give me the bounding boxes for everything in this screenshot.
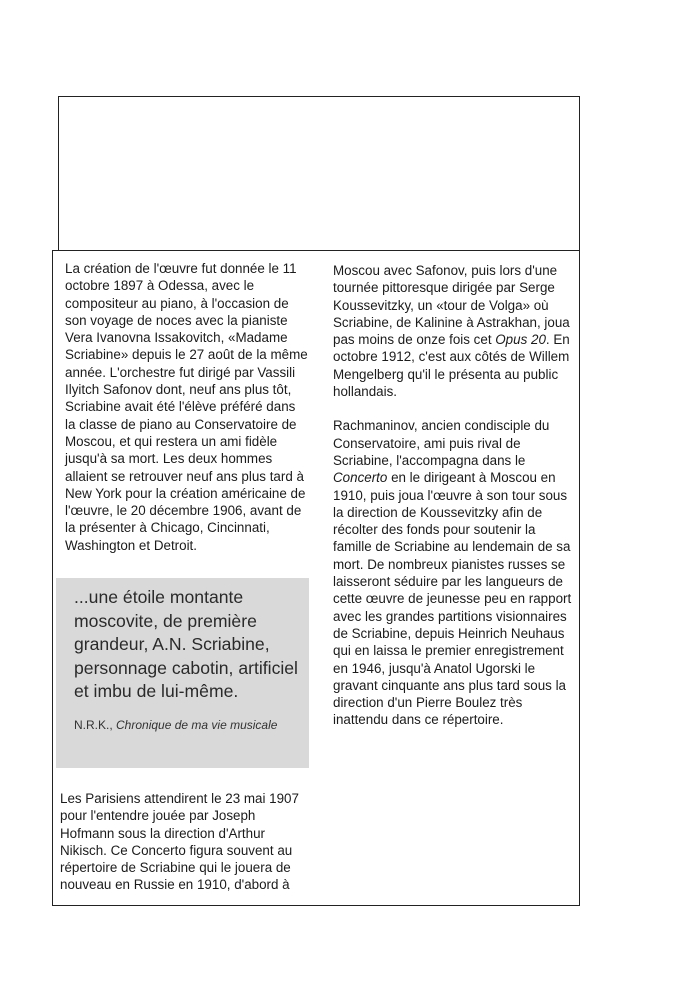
- paris-paragraph: Les Parisiens attendirent le 23 mai 1907 pour l'entendre jouée par Joseph Hofmann sous la direction d'Arthur Nikisch. Ce Concerto figura souvent au répertoire de Scriabine qui le jouera de nouveau en Russie en 1910, d'abord à: [60, 791, 299, 893]
- safonov-paragraph: [333, 262, 575, 400]
- right-column: [333, 262, 575, 729]
- pull-quote-text: ...une étoile montante moscovite, de première grandeur, A.N. Scriabine, personnage cabotin, artificiel et imbu de lui-même.: [74, 587, 298, 701]
- quote-author: N.R.K.,: [74, 717, 113, 732]
- rachmaninov-text-a: Rachmaninov, ancien condisciple du Conservatoire, ami puis rival de Scriabine, l'accompagna dans le: [333, 418, 550, 468]
- rachmaninov-paragraph: [333, 417, 575, 728]
- left-column-top: [65, 260, 309, 554]
- pull-quote-box: [56, 578, 309, 768]
- quote-source-title: Chronique de ma vie musicale: [116, 717, 278, 732]
- opus-title: Opus 20: [495, 332, 546, 348]
- rachmaninov-text-b: en le dirigeant à Moscou en 1910, puis joua l'œuvre à son tour sous la direction de Koussevitzky afin de récolter des fonds pour soutenir la famille de Scriabine au lendemain de sa mort. De nombreux pianistes russes se laisseront séduire par les langueurs de cette œuvre de jeunesse peu en rapport avec les grandes partitions visionnaires de Scriabine, depuis Heinrich Neuhaus qui en laissa le premier enregistrement en 1946, jusqu'à Anatol Ugorski le gravant cinquante ans plus tard sous la direction d'un Pierre Boulez très inattendu dans ce répertoire.: [333, 470, 572, 728]
- top-frame: [58, 96, 580, 250]
- pull-quote-source: [74, 718, 299, 732]
- concerto-title: Concerto: [333, 470, 388, 486]
- left-column-bottom: [60, 790, 306, 894]
- creation-paragraph: La création de l'œuvre fut donnée le 11 octobre 1897 à Odessa, avec le compositeur au piano, à l'occasion de son voyage de noces avec la pianiste Vera Ivanovna Issakovitch, «Madame Scriabine» depuis le 27 août de la même année. L'orchestre fut dirigé par Vassili Ilyitch Safonov dont, neuf ans plus tôt, Scriabine avait été l'élève préféré dans la classe de piano au Conservatoire de Moscou, et qui restera un ami fidèle jusqu'à sa mort. Les deux hommes allaient se retrouver neuf ans plus tard à New York pour la création américaine de l'œuvre, le 20 décembre 1906, avant de la présenter à Chicago, Cincinnati, Washington et Detroit.: [65, 261, 308, 553]
- safonov-text-b: . En octobre 1912, c'est aux côtés de Willem Mengelberg qu'il le présenta au public hollandais.: [333, 332, 570, 400]
- safonov-text-a: Moscou avec Safonov, puis lors d'une tournée pittoresque dirigée par Serge Koussevitzky, un «tour de Volga» où Scriabine, de Kalinine à Astrakhan, joua pas moins de onze fois cet: [333, 263, 570, 348]
